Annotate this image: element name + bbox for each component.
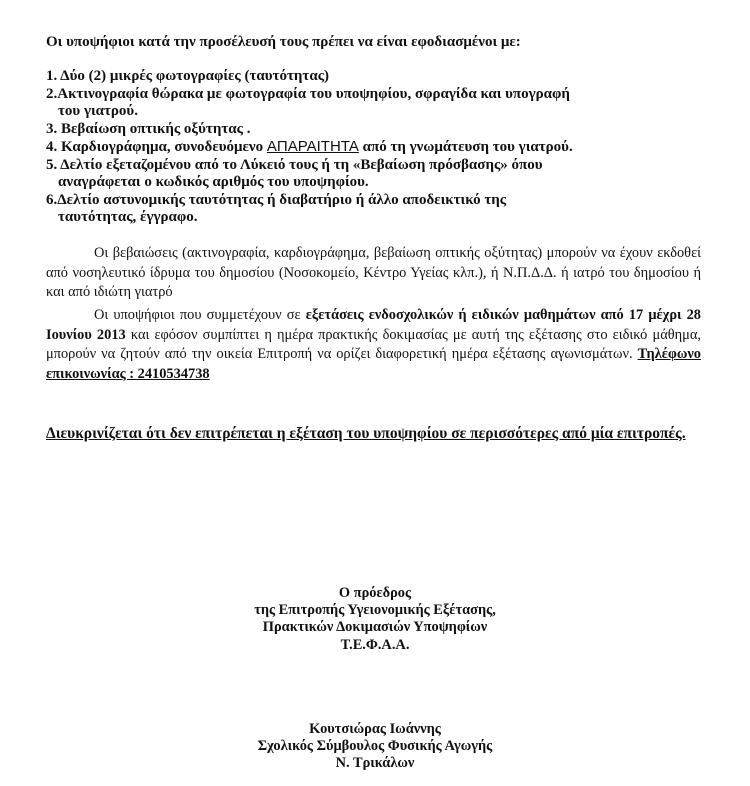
signature-title: Ο πρόεδρος — [338, 585, 412, 601]
list-item-4 — [46, 138, 706, 157]
list-item-6-line-1: 6.Δελτίο αστυνομικής ταυτότητας ή διαβατήριο ή άλλο αποδεικτικό της — [46, 191, 507, 208]
list-item-6 — [46, 192, 706, 227]
signer-name: Κουτσιώρας Ιωάννης — [309, 721, 441, 737]
list-item-5-line-1: 5. Δελτίο εξεταζομένου από το Λύκειό τους ή τη «Βεβαίωση πρόσβασης» όπου — [46, 156, 543, 173]
signature-committee: της Επιτροπής Υγειονομικής Εξέτασης, — [254, 602, 496, 619]
list-item-5 — [46, 157, 706, 192]
list-item-4-tail: από τη γνωμάτευση του γιατρού. — [358, 139, 573, 155]
exams-dates-bold: εξετάσεις ενδοσχολικών ή ειδικών μαθημάτων από 17 μέχρι 28 Ιουνίου 2013 — [46, 307, 701, 343]
list-item-4-emphasis: ΑΠΑΡΑΙΤΗΤΑ — [266, 138, 359, 155]
intro-heading: Οι υποψήφιοι κατά την προσέλευσή τους πρέπει να είναι εφοδιασμένοι με: — [46, 34, 521, 50]
signature-org: Τ.Ε.Φ.Α.Α. — [340, 636, 410, 653]
signature-block-president — [0, 585, 750, 654]
list-item-2 — [46, 86, 706, 121]
requirements-list — [46, 68, 706, 227]
certificates-paragraph — [46, 244, 701, 303]
notice-text: Διευκρινίζεται ότι δεν επιτρέπεται η εξέταση του υποψηφίου σε περισσότερες από μία επιτροπές. — [46, 425, 686, 442]
list-item-5-line-2: αναγράφεται ο κωδικός αριθμός του υποψηφίου. — [58, 174, 369, 190]
list-item-6-line-2: ταυτότητας, έγγραφο. — [58, 209, 198, 225]
certificates-text: Οι βεβαιώσεις (ακτινογραφία, καρδιογράφημα, βεβαίωση οπτικής οξύτητας) μπορούν να έχουν εκδοθεί από νοσηλευτικό ίδρυμα του δημοσίου (Νοσοκομείο, Κέντρο Υγείας κλπ.), ή Ν.Π.Δ.Δ. ή ιατρό του δημοσίου ή και από ιδιώτη γιατρό — [46, 245, 701, 301]
signer-region: Ν. Τρικάλων — [335, 755, 415, 772]
list-item-1: 1. Δύο (2) μικρές φωτογραφίες (ταυτότητας) — [46, 68, 330, 84]
exams-text-start: Οι υποψήφιοι που συμμετέχουν σε — [94, 307, 306, 323]
signer-role: Σχολικός Σύμβουλος Φυσικής Αγωγής — [257, 738, 493, 755]
list-item-2-line-1: 2.Ακτινογραφία θώρακα με φωτογραφία του υποψηφίου, σφραγίδα και υπογραφή — [46, 85, 570, 102]
list-item-4-text: 4. Καρδιογράφημα, συνοδευόμενο — [46, 139, 267, 155]
list-item-2-line-2: του γιατρού. — [58, 103, 138, 119]
signature-committee-2: Πρακτικών Δοκιμασιών Υποψηφίων — [262, 619, 488, 636]
signature-block-advisor — [0, 721, 750, 773]
exams-paragraph — [46, 306, 701, 384]
exams-text-middle: και εφόσον συμπίπτει η ημέρα πρακτικής δοκιμασίας με αυτή της εξέτασης στο ειδικό μάθημα, μπορούν να ζητούν από την οικεία Επιτροπή να ορίζει διαφορετική ημέρα εξέτασης αγωνισμάτων. — [46, 326, 702, 363]
contact-phone: Τηλέφωνο επικοινωνίας : 2410534738 — [46, 346, 701, 382]
list-item-3: 3. Βεβαίωση οπτικής οξύτητας . — [46, 120, 251, 137]
exams-text — [46, 306, 701, 384]
